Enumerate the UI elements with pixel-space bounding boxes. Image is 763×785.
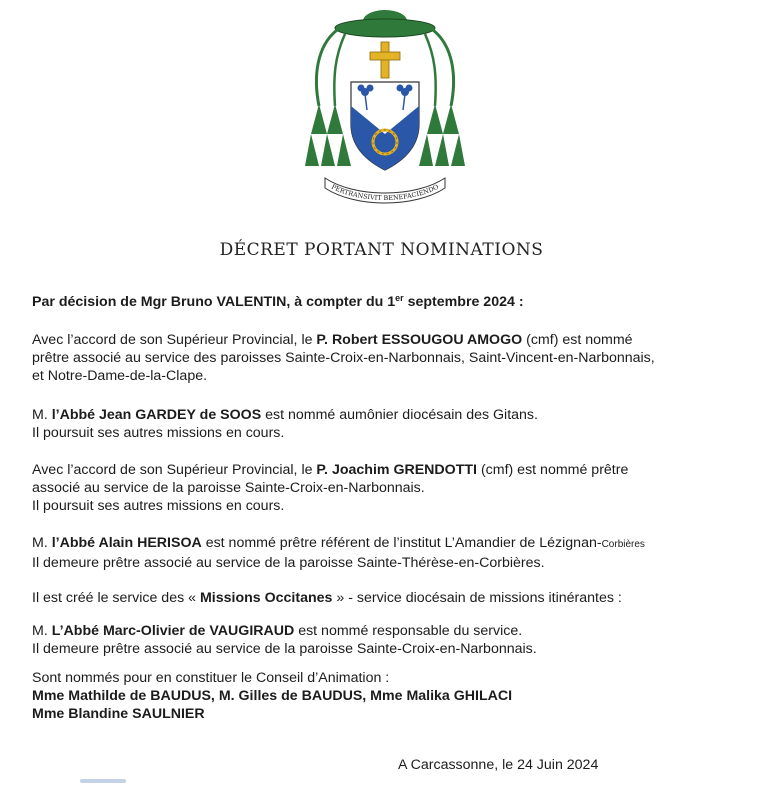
p4-text-b: est nommé prêtre référent de l’institut L’Amandier de Lézignan- xyxy=(201,535,602,551)
p6-text-b: est nommé responsable du service. xyxy=(294,623,523,639)
intro-paragraph xyxy=(32,293,732,311)
ink-mark xyxy=(80,779,126,783)
p1-line-2: prêtre associé au service des paroisses Sainte-Croix-en-Narbonnais, Saint-Vincent-en-Narbonnais, xyxy=(32,350,655,366)
intro-text-a: Par décision de Mgr Bruno VALENTIN, à compter du 1 xyxy=(32,294,396,310)
p5-name: Missions Occitanes xyxy=(199,590,333,606)
p3-line-3: Il poursuit ses autres missions en cours. xyxy=(32,498,285,514)
intro-text-b: septembre 2024 : xyxy=(403,294,524,310)
p3-text-b: (cmf) est nommé prêtre xyxy=(477,462,629,478)
nomination-paragraph-2 xyxy=(32,406,732,442)
p4-text-a: M. xyxy=(32,535,52,551)
p1-text-b: (cmf) est nommé xyxy=(522,332,633,348)
p5-text-a: Il est créé le service des « xyxy=(32,590,200,606)
p3-text-a: Avec l’accord de son Supérieur Provincial, le xyxy=(32,462,317,478)
nomination-paragraph-6 xyxy=(32,622,732,658)
p3-line-2: associé au service de la paroisse Sainte-Croix-en-Narbonnais. xyxy=(32,480,425,496)
svg-text:PERTRANSIVIT BENEFACIENDO xyxy=(330,183,440,202)
coat-of-arms-logo xyxy=(305,6,465,212)
nomination-paragraph-4 xyxy=(32,534,732,572)
p4-name: l’Abbé Alain HERISOA xyxy=(51,535,202,551)
p2-text-b: est nommé aumônier diocésain des Gitans. xyxy=(261,407,538,423)
p6-line-2: Il demeure prêtre associé au service de la paroisse Sainte-Croix-en-Narbonnais. xyxy=(32,641,537,657)
p1-line-3: et Notre-Dame-de-la-Clape. xyxy=(32,368,208,384)
p1-name: P. Robert ESSOUGOU AMOGO xyxy=(316,332,523,348)
p1-text-a: Avec l’accord de son Supérieur Provincial, le xyxy=(32,332,317,348)
p4-small: Corbières xyxy=(601,539,645,550)
motto-text: PERTRANSIVIT BENEFACIENDO xyxy=(330,182,440,203)
p2-text-a: M. xyxy=(32,407,52,423)
nomination-paragraph-3 xyxy=(32,461,732,515)
p7-line-2: Mme Mathilde de BAUDUS, M. Gilles de BAUDUS, Mme Malika GHILACI xyxy=(32,688,513,704)
p5-text-b: » - service diocésain de missions itinérantes : xyxy=(332,590,622,606)
p2-line-2: Il poursuit ses autres missions en cours. xyxy=(32,425,285,441)
p4-line-2: Il demeure prêtre associé au service de la paroisse Sainte-Thérèse-en-Corbières. xyxy=(32,555,545,571)
service-creation-paragraph xyxy=(32,589,732,607)
intro-sup: er xyxy=(395,293,404,303)
p6-name: L’Abbé Marc-Olivier de VAUGIRAUD xyxy=(51,623,295,639)
p7-line-1: Sont nommés pour en constituer le Conseil d’Animation : xyxy=(32,670,390,686)
nomination-paragraph-1 xyxy=(32,331,732,385)
decree-title: DÉCRET PORTANT NOMINATIONS xyxy=(219,240,544,260)
council-paragraph xyxy=(32,669,732,723)
place-and-date: A Carcassonne, le 24 Juin 2024 xyxy=(398,757,599,773)
p7-line-3: Mme Blandine SAULNIER xyxy=(32,706,205,722)
p3-name: P. Joachim GRENDOTTI xyxy=(316,462,477,478)
p6-text-a: M. xyxy=(32,623,52,639)
p2-name: l’Abbé Jean GARDEY de SOOS xyxy=(51,407,262,423)
